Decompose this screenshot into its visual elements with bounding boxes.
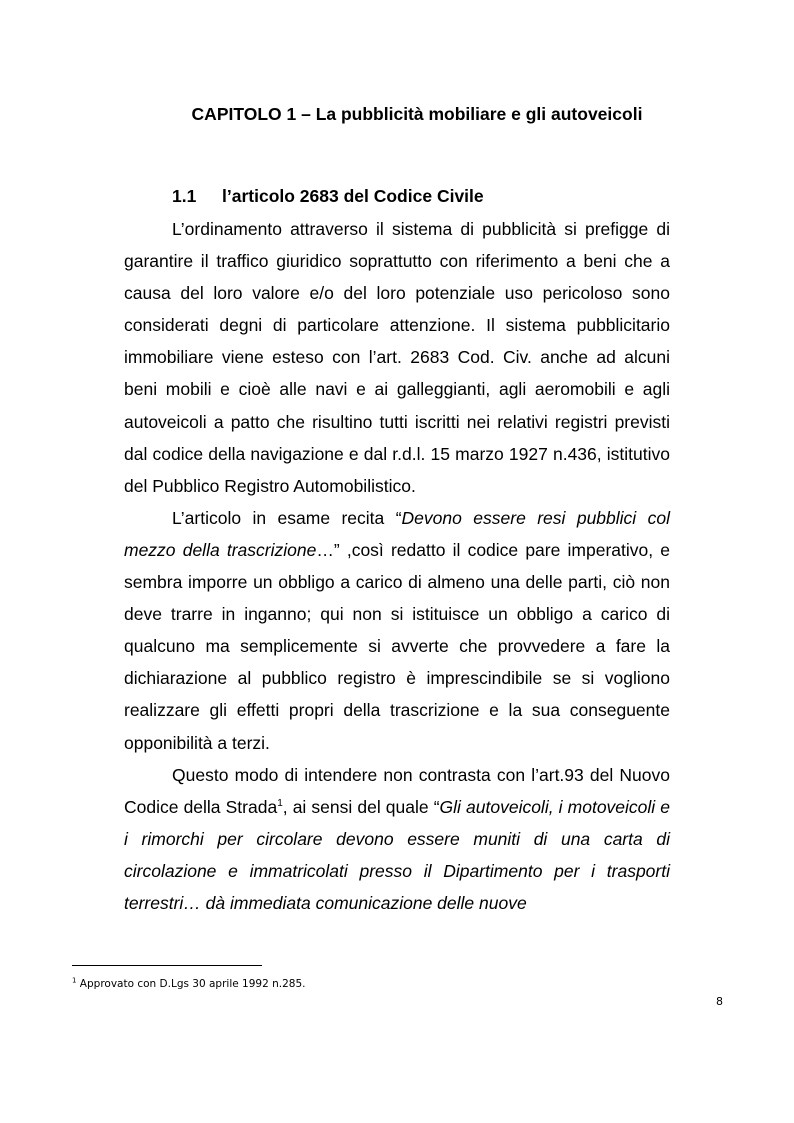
paragraph-3-text: Questo modo di intendere non contrasta con l’art.93 del Nuovo Codice della Strada [124, 764, 670, 817]
footnote-marker: 1 [72, 976, 77, 985]
footnote-text: Approvato con D.Lgs 30 aprile 1992 n.285. [76, 978, 306, 990]
body-text [124, 213, 670, 919]
footnote-reference[interactable]: 1 [277, 797, 283, 809]
paragraph-2 [124, 502, 670, 759]
section-title: l’articolo 2683 del Codice Civile [222, 186, 484, 206]
footnote [72, 977, 305, 991]
paragraph-3-quote: Gli autoveicoli, i motoveicoli e i rimorchi per circolare devono essere muniti di una carta di circolazione e immatricolati presso il Dipartimento per i trasporti terrestri… dà immediata comunicazione delle nuove [124, 796, 670, 913]
page-number: 8 [716, 995, 723, 1008]
footnote-separator [72, 965, 262, 966]
paragraph-2-text: L’articolo in esame recita “ [172, 507, 402, 528]
paragraph-3 [124, 759, 670, 919]
section-number: 1.1 [172, 186, 197, 206]
paragraph-3-mid: , ai sensi del quale “ [282, 796, 440, 817]
paragraph-2-quote: Devono essere resi pubblici col mezzo della trascrizione [124, 507, 670, 560]
chapter-title: CAPITOLO 1 – La pubblicità mobiliare e gli autoveicoli [191, 104, 643, 124]
paragraph-2-rest: …” ,così redatto il codice pare imperativo, e sembra imporre un obbligo a carico di almeno una delle parti, ciò non deve trarre in inganno; qui non si istituisce un obbligo a carico di qualcuno ma semplicemente si avverte che provvedere a fare la dichiarazione al pubblico registro è imprescindibile se si vogliono realizzare gli effetti propri della trascrizione e la sua conseguente opponibilità a terzi. [124, 539, 671, 753]
section-heading [172, 184, 484, 208]
paragraph-1: L’ordinamento attraverso il sistema di pubblicità si prefigge di garantire il traffico giuridico soprattutto con riferimento a beni che a causa del loro valore e/o del loro potenziale uso pericoloso sono considerati degni di particolare attenzione. Il sistema pubblicitario immobiliare viene esteso con l’art. 2683 Cod. Civ. anche ad alcuni beni mobili e cioè alle navi e ai galleggianti, agli aeromobili e agli autoveicoli a patto che risultino tutti iscritti nei relativi registri previsti dal codice della navigazione e dal r.d.l. 15 marzo 1927 n.436, istitutivo del Pubblico Registro Automobilistico. [124, 219, 670, 496]
